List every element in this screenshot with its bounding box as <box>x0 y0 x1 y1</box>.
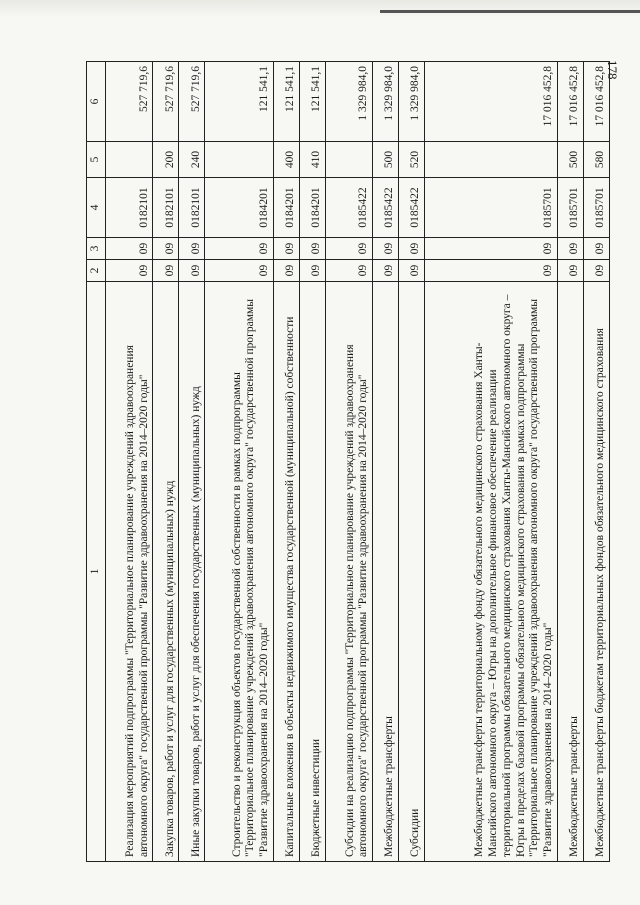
column-header: 2 <box>87 260 106 282</box>
expense-type-cell <box>325 142 372 178</box>
section-code-cell: 09 <box>425 260 558 282</box>
row-name-cell: Строительство и реконструкция объектов государственной собственности в рамках подпрограммы "Территориальное планирование учреждений здравоохранения автономного округа" государственной программы "Развитие здравоохранения на 2014–2020 годы" <box>205 282 274 862</box>
target-code-cell: 0182101 <box>106 178 153 238</box>
section-code-cell: 09 <box>273 260 299 282</box>
column-header: 5 <box>87 142 106 178</box>
column-header: 6 <box>87 62 106 142</box>
row-name-cell: Субсидии <box>399 282 425 862</box>
rotated-table-sheet <box>86 62 610 862</box>
budget-table <box>86 61 610 862</box>
table-row <box>299 62 325 862</box>
subsection-code-cell: 09 <box>583 238 609 260</box>
subsection-code-cell: 09 <box>557 238 583 260</box>
table-row <box>373 62 399 862</box>
section-code-cell: 09 <box>106 260 153 282</box>
row-name-cell: Межбюджетные трансферты бюджетам территориальных фондов обязательного медицинского страхования <box>583 282 609 862</box>
target-code-cell: 0184201 <box>299 178 325 238</box>
expense-type-cell <box>106 142 153 178</box>
amount-cell: 1 329 984,0 <box>325 62 372 142</box>
row-name-cell: Межбюджетные трансферты территориальному фонду обязательного медицинского страхования Ханты-Мансийского автономного округа – Югры на дополнительное финансовое обеспечение реализации территориальной программы обязательного медицинского страхования Ханты-Мансийского автономного округа – Югры в пределах базовой программы обязательного медицинского страхования в рамках подпрограммы "Территориальное планирование учреждений здравоохранения автономного округа" государственной программы "Развитие здравоохранения на 2014–2020 годы" <box>425 282 558 862</box>
expense-type-cell <box>205 142 274 178</box>
table-row <box>325 62 372 862</box>
target-code-cell: 0185422 <box>373 178 399 238</box>
subsection-code-cell: 09 <box>205 238 274 260</box>
amount-cell: 121 541,1 <box>273 62 299 142</box>
row-name-cell: Иные закупки товаров, работ и услуг для обеспечения государственных (муниципальных) нужд <box>179 282 205 862</box>
expense-type-cell: 410 <box>299 142 325 178</box>
section-code-cell: 09 <box>399 260 425 282</box>
table-row <box>179 62 205 862</box>
section-code-cell: 09 <box>325 260 372 282</box>
section-code-cell: 09 <box>583 260 609 282</box>
table-row <box>153 62 179 862</box>
expense-type-cell: 400 <box>273 142 299 178</box>
target-code-cell: 0182101 <box>179 178 205 238</box>
subsection-code-cell: 09 <box>373 238 399 260</box>
section-code-cell: 09 <box>373 260 399 282</box>
amount-cell: 527 719,6 <box>106 62 153 142</box>
expense-type-cell: 200 <box>153 142 179 178</box>
subsection-code-cell: 09 <box>153 238 179 260</box>
subsection-code-cell: 09 <box>299 238 325 260</box>
subsection-code-cell: 09 <box>273 238 299 260</box>
section-code-cell: 09 <box>557 260 583 282</box>
amount-cell: 527 719,6 <box>179 62 205 142</box>
target-code-cell: 0184201 <box>273 178 299 238</box>
column-header: 3 <box>87 238 106 260</box>
scan-edge <box>0 0 640 18</box>
section-code-cell: 09 <box>179 260 205 282</box>
expense-type-cell: 500 <box>373 142 399 178</box>
table-row <box>583 62 609 862</box>
amount-cell: 17 016 452,8 <box>425 62 558 142</box>
amount-cell: 121 541,1 <box>205 62 274 142</box>
target-code-cell: 0182101 <box>153 178 179 238</box>
amount-cell: 527 719,6 <box>153 62 179 142</box>
target-code-cell: 0184201 <box>205 178 274 238</box>
target-code-cell: 0185701 <box>557 178 583 238</box>
target-code-cell: 0185701 <box>425 178 558 238</box>
subsection-code-cell: 09 <box>179 238 205 260</box>
row-name-cell: Капитальные вложения в объекты недвижимого имущества государственной (муниципальной) собственности <box>273 282 299 862</box>
amount-cell: 121 541,1 <box>299 62 325 142</box>
section-code-cell: 09 <box>299 260 325 282</box>
row-name-cell: Закупка товаров, работ и услуг для государственных (муниципальных) нужд <box>153 282 179 862</box>
header-row <box>87 62 106 862</box>
amount-cell: 1 329 984,0 <box>373 62 399 142</box>
column-header: 4 <box>87 178 106 238</box>
subsection-code-cell: 09 <box>425 238 558 260</box>
table-row <box>106 62 153 862</box>
target-code-cell: 0185422 <box>325 178 372 238</box>
amount-cell: 17 016 452,8 <box>557 62 583 142</box>
table-row <box>557 62 583 862</box>
expense-type-cell: 500 <box>557 142 583 178</box>
target-code-cell: 0185701 <box>583 178 609 238</box>
row-name-cell: Реализация мероприятий подпрограммы "Территориальное планирование учреждений здравоохранения автономного округа" государственной программы "Развитие здравоохранения на 2014–2020 годы" <box>106 282 153 862</box>
row-name-cell: Межбюджетные трансферты <box>373 282 399 862</box>
section-code-cell: 09 <box>153 260 179 282</box>
row-name-cell: Бюджетные инвестиции <box>299 282 325 862</box>
subsection-code-cell: 09 <box>399 238 425 260</box>
amount-cell: 1 329 984,0 <box>399 62 425 142</box>
table-row <box>399 62 425 862</box>
table-row <box>273 62 299 862</box>
amount-cell: 17 016 452,8 <box>583 62 609 142</box>
row-name-cell: Межбюджетные трансферты <box>557 282 583 862</box>
target-code-cell: 0185422 <box>399 178 425 238</box>
section-code-cell: 09 <box>205 260 274 282</box>
top-rule <box>380 10 640 13</box>
expense-type-cell: 240 <box>179 142 205 178</box>
table-row <box>425 62 558 862</box>
subsection-code-cell: 09 <box>106 238 153 260</box>
subsection-code-cell: 09 <box>325 238 372 260</box>
expense-type-cell <box>425 142 558 178</box>
table-row <box>205 62 274 862</box>
page-number: 178 <box>605 60 620 80</box>
expense-type-cell: 520 <box>399 142 425 178</box>
column-header: 1 <box>87 282 106 862</box>
expense-type-cell: 580 <box>583 142 609 178</box>
row-name-cell: Субсидии на реализацию подпрограммы "Территориальное планирование учреждений здравоохранения автономного округа" государственной программы "Развитие здравоохранения на 2014–2020 годы" <box>325 282 372 862</box>
